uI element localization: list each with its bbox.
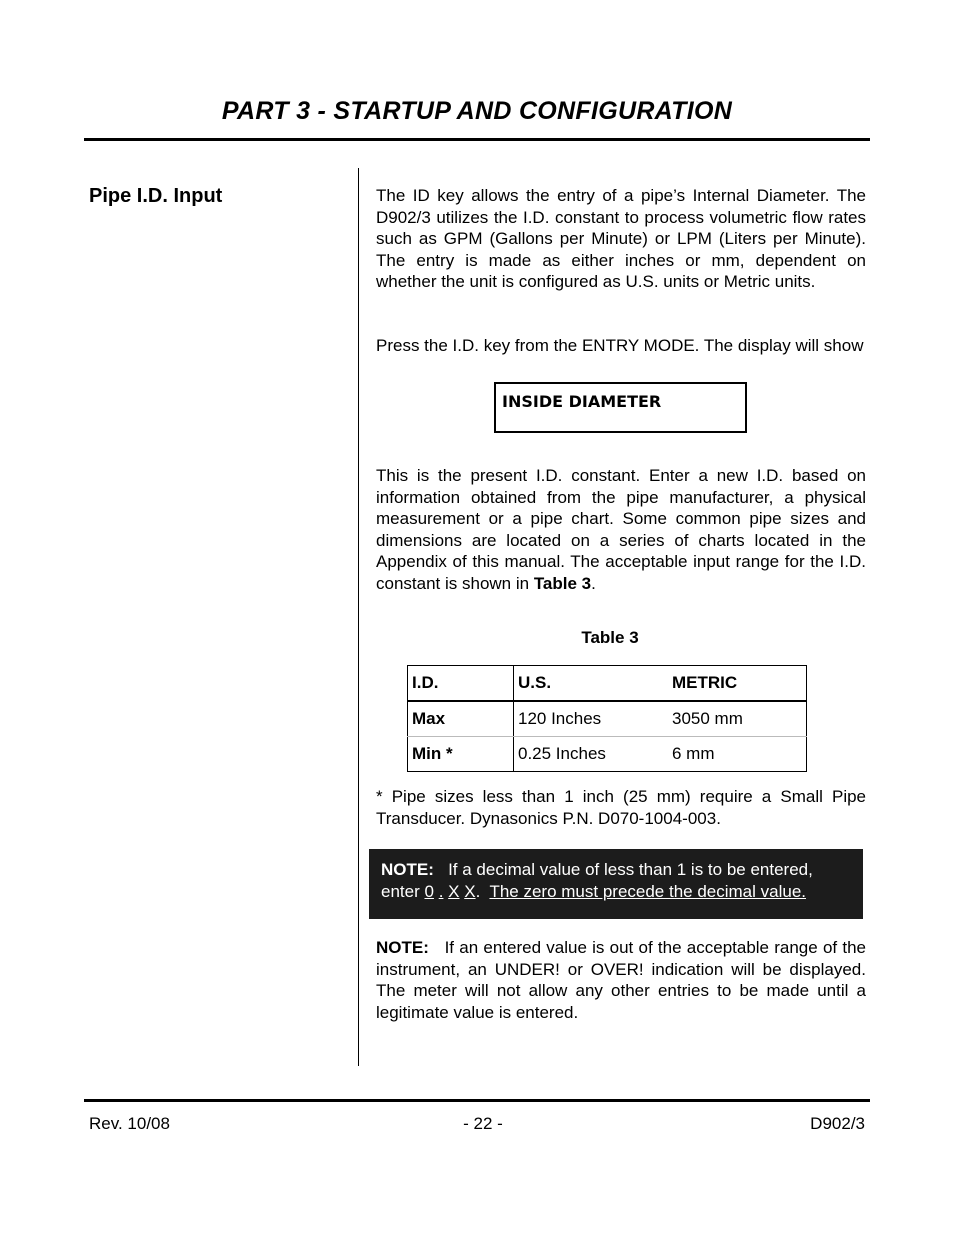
revision-label: Rev. 10/08 — [89, 1114, 170, 1133]
range-note-paragraph — [376, 937, 866, 1023]
table-header-row — [408, 666, 807, 702]
note-line-1 — [381, 859, 853, 881]
note-text: enter — [381, 881, 420, 901]
table-header-cell: METRIC — [668, 666, 807, 702]
note-line-2 — [381, 881, 853, 903]
column-divider — [358, 168, 359, 1066]
table-header-cell: U.S. — [514, 666, 669, 702]
instruction-paragraph: Press the I.D. key from the ENTRY MODE. The display will show — [376, 336, 864, 355]
lcd-display-text: INSIDE DIAMETER — [502, 392, 662, 411]
table-cell: 0.25 Inches — [518, 744, 606, 763]
explanation-end: . — [591, 573, 596, 593]
note-text: If a decimal value of less than 1 is to be entered, — [448, 860, 813, 879]
footnote: * Pipe sizes less than 1 inch (25 mm) require a Small Pipe Transducer. Dynasonics P.N. D070-1004-003. — [376, 787, 866, 828]
id-range-table — [407, 665, 807, 772]
note-text: . — [475, 881, 481, 901]
section-heading: Pipe I.D. Input — [89, 185, 223, 207]
key-x: X — [464, 881, 476, 901]
explanation-paragraph — [376, 465, 866, 594]
table-cell: Min * — [408, 737, 514, 772]
table-row — [408, 701, 807, 737]
header-divider — [84, 138, 870, 141]
footer-divider — [84, 1099, 870, 1102]
note-emphasis: The zero must precede the decimal value. — [489, 881, 807, 901]
table-header-cell: I.D. — [408, 666, 514, 702]
model-label: D902/3 — [810, 1114, 865, 1133]
key-x: X — [448, 881, 460, 901]
key-decimal: . — [438, 881, 444, 901]
page-title: PART 3 - STARTUP AND CONFIGURATION — [221, 97, 733, 125]
note-label: NOTE: — [376, 938, 429, 957]
table-cell: Max — [408, 701, 514, 737]
note-label: NOTE: — [381, 860, 434, 879]
range-note-text: If an entered value is out of the acceptable range of the instrument, an UNDER! or OVER! indication will be displayed. The meter will not allow any other entries to be made until a legitimate value is entered. — [376, 938, 866, 1022]
page-number: - 22 - — [463, 1114, 503, 1133]
key-zero: 0 — [424, 881, 434, 901]
table-reference: Table 3 — [533, 573, 592, 593]
table-cell: 120 Inches — [514, 701, 669, 737]
explanation-text: This is the present I.D. constant. Enter a new I.D. based on information obtained from the pipe manufacturer, a physical measurement or a pipe chart. Some common pipe sizes and dimensions are located on a series of charts located in the Appendix of this manual. The acceptable input range for the I.D. constant is shown in — [376, 466, 866, 593]
lcd-display — [494, 382, 747, 433]
decimal-note-box — [369, 849, 863, 919]
table-row — [408, 737, 807, 772]
table-cell: 6 mm — [672, 744, 715, 763]
intro-paragraph: The ID key allows the entry of a pipe’s Internal Diameter. The D902/3 utilizes the I.D. constant to process volumetric flow rates such as GPM (Gallons per Minute) or LPM (Liters per Minute). The entry is made as either inches or mm, dependent on whether the unit is configured as U.S. units or Metric units. — [376, 186, 866, 291]
table-caption: Table 3 — [581, 628, 639, 647]
table-cell: 3050 mm — [668, 701, 807, 737]
